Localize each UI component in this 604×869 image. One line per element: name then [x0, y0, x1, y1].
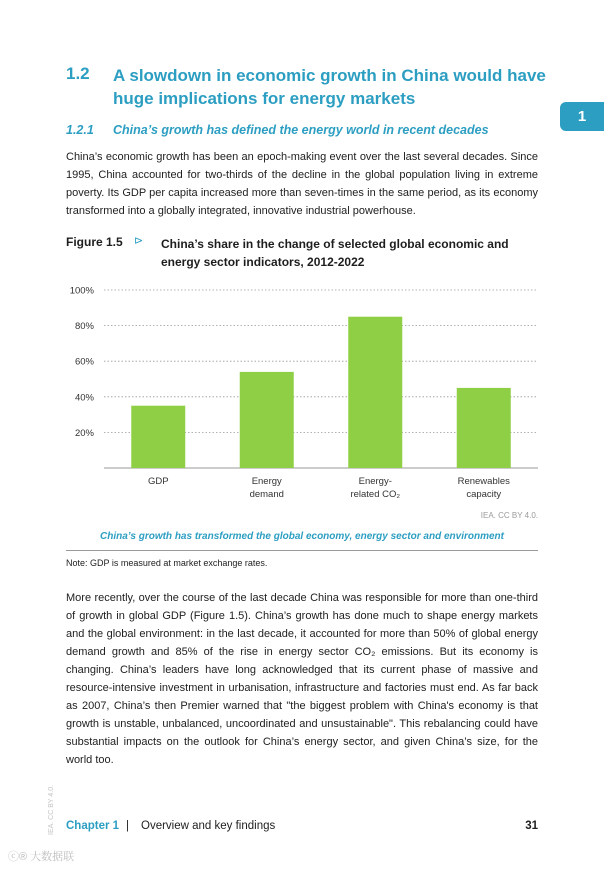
- figure-note: Note: GDP is measured at market exchange rates.: [66, 558, 268, 568]
- caption-divider: [66, 550, 538, 551]
- chapter-tab: 1: [560, 102, 604, 131]
- x-tick-label: Energy-: [358, 476, 392, 487]
- side-watermark: IEA. CC BY 4.0.: [48, 784, 55, 835]
- footer-title: Overview and key findings: [141, 820, 276, 832]
- subsection-number: 1.2.1: [66, 123, 94, 137]
- section-title: A slowdown in economic growth in China would have huge implications for energy markets: [113, 66, 546, 108]
- bar-chart: [66, 281, 538, 507]
- figure-title: China’s share in the change of selected global economic and energy sector indicators, 2012-2022: [161, 237, 509, 269]
- y-tick-label: 80%: [74, 321, 94, 333]
- x-tick-label: capacity: [466, 489, 502, 500]
- y-tick-label: 20%: [74, 427, 94, 439]
- figure-arrow-icon: ⊳: [134, 235, 144, 247]
- footer-separator: |: [126, 820, 129, 832]
- x-tick-label: GDP: [147, 476, 169, 487]
- x-tick-label: Energy: [251, 476, 282, 487]
- bar: [240, 372, 294, 468]
- page-number: 31: [525, 820, 538, 832]
- y-tick-label: 100%: [69, 285, 94, 297]
- x-tick-label: related CO₂: [350, 489, 401, 500]
- x-tick-label: Renewables: [457, 476, 510, 487]
- y-tick-label: 40%: [74, 392, 94, 404]
- figure-caption: China’s growth has transformed the global economy, energy sector and environment: [100, 531, 504, 542]
- y-tick-label: 60%: [74, 356, 94, 368]
- corner-watermark: ⓒ® 大数据联: [8, 851, 75, 863]
- subsection-title: China’s growth has defined the energy world in recent decades: [113, 123, 489, 137]
- figure-label: Figure 1.5: [66, 235, 123, 249]
- body-paragraph: More recently, over the course of the last decade China was responsible for more than one-third of growth in global GDP (Figure 1.5). China’s growth has done much to shape energy markets and the global environment: in the last decade, it accounted for more than 50% of global energy demand growth and 85% of the rise in energy sector CO₂ emissions. But its economy is changing. China’s leaders have long acknowledged that its current phase of massive and resource-intensive investment in urbanisation, infrastructure and factories must end. As far back as 2007, China’s then Premier warned that "the biggest problem with China's economy is that growth is unstable, unbalanced, uncoordinated and unsustainable". This rebalancing could have substantial impacts on the outlook for China’s energy sector, and given China’s size, for the world too.: [66, 592, 538, 766]
- bar: [457, 388, 511, 468]
- x-tick-label: demand: [249, 489, 284, 500]
- bar: [131, 406, 185, 468]
- footer-chapter: Chapter 1: [66, 820, 120, 832]
- intro-paragraph: China’s economic growth has been an epoch-making event over the last several decades. Since 1995, China accounted for two-thirds of the decline in the global population living in extreme poverty. Its GDP per capita increased more than seven-times in the same period, as its economy transformed into a globally integrated, innovative industrial powerhouse.: [66, 151, 538, 217]
- section-number: 1.2: [66, 64, 90, 83]
- figure-source: IEA. CC BY 4.0.: [480, 511, 538, 520]
- bar: [348, 317, 402, 468]
